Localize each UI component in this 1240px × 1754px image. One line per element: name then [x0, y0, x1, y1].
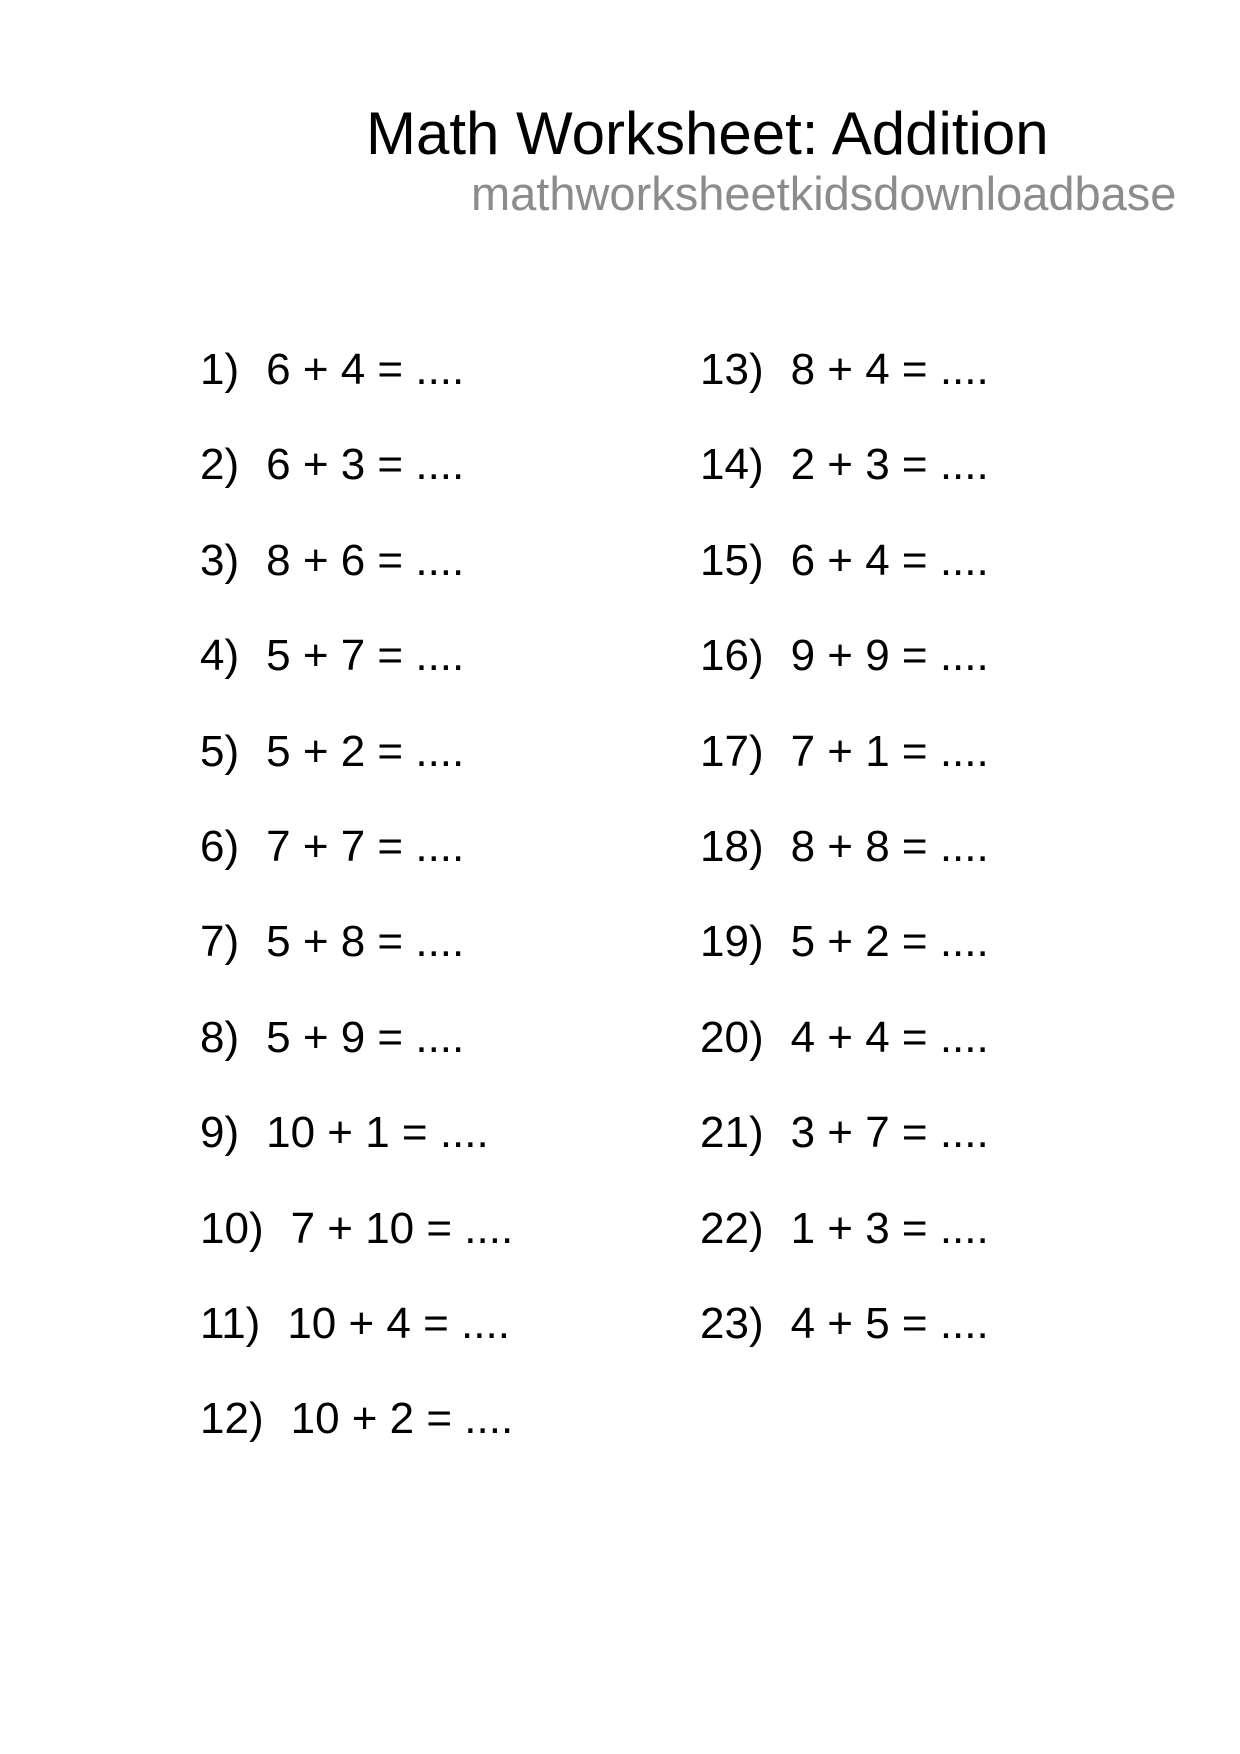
- page-title: Math Worksheet: Addition: [366, 100, 1049, 167]
- problem-expression: 6 + 3 = ....: [266, 440, 465, 490]
- problem-row: [200, 631, 513, 729]
- problem-row: [200, 535, 513, 634]
- problem-number: 9): [200, 1108, 240, 1158]
- problem-number: 4): [200, 631, 240, 681]
- problem-expression: 7 + 1 = ....: [790, 726, 989, 776]
- problem-row: [200, 821, 513, 920]
- problem-expression: 7 + 7 = ....: [266, 821, 465, 871]
- problem-number: 13): [700, 345, 764, 394]
- problem-number: 10): [200, 1203, 264, 1253]
- problem-row: [700, 917, 989, 1015]
- problem-expression: 1 + 3 = ....: [790, 1203, 989, 1253]
- problem-expression: 6 + 4 = ....: [266, 345, 465, 394]
- problem-number: 12): [200, 1394, 264, 1444]
- problem-expression: 5 + 7 = ....: [266, 631, 465, 681]
- problem-row: [200, 440, 513, 538]
- problem-expression: 5 + 2 = ....: [790, 917, 989, 967]
- problem-number: 8): [200, 1012, 240, 1062]
- problem-number: 17): [700, 726, 764, 776]
- problem-expression: 2 + 3 = ....: [790, 440, 989, 490]
- problem-row: [700, 440, 989, 538]
- problem-number: 6): [200, 821, 240, 871]
- problem-row: [200, 1012, 513, 1111]
- problem-row: [700, 821, 989, 920]
- problem-expression: 10 + 4 = ....: [287, 1298, 510, 1348]
- problem-number: 5): [200, 726, 240, 776]
- problem-number: 7): [200, 917, 240, 967]
- problems-column-right: [700, 345, 989, 1397]
- problem-expression: 8 + 8 = ....: [790, 821, 989, 871]
- problem-number: 18): [700, 821, 764, 871]
- problem-number: 2): [200, 440, 240, 490]
- problem-row: [200, 1108, 513, 1206]
- problem-row: [700, 535, 989, 634]
- problem-row: [200, 917, 513, 1015]
- problem-number: 14): [700, 440, 764, 490]
- problem-expression: 7 + 10 = ....: [290, 1203, 514, 1253]
- problem-expression: 8 + 4 = ....: [790, 345, 989, 394]
- problem-expression: 10 + 1 = ....: [266, 1108, 489, 1158]
- problem-number: 11): [200, 1298, 261, 1348]
- problem-row: [200, 345, 513, 443]
- problem-expression: 6 + 4 = ....: [790, 535, 989, 585]
- problem-number: 21): [700, 1108, 764, 1158]
- problem-row: [200, 1394, 514, 1492]
- problem-expression: 9 + 9 = ....: [790, 631, 989, 681]
- problem-expression: 5 + 9 = ....: [266, 1012, 465, 1062]
- problem-row: [200, 726, 513, 825]
- problem-number: 22): [700, 1203, 764, 1253]
- problems-column-left: [200, 345, 514, 1493]
- problem-expression: 3 + 7 = ....: [790, 1108, 989, 1158]
- problem-expression: 5 + 2 = ....: [266, 726, 465, 776]
- problem-number: 15): [700, 535, 764, 585]
- problem-number: 1): [200, 345, 240, 394]
- problem-expression: 8 + 6 = ....: [266, 535, 465, 585]
- watermark-text: mathworksheetkidsdownloadbase: [471, 167, 1177, 220]
- problem-expression: 10 + 2 = ....: [290, 1394, 514, 1444]
- problem-expression: 5 + 8 = ....: [266, 917, 465, 967]
- problem-expression: 4 + 4 = ....: [790, 1012, 989, 1062]
- problem-expression: 4 + 5 = ....: [790, 1298, 989, 1348]
- problem-row: [700, 1203, 989, 1302]
- problem-row: [700, 1012, 989, 1111]
- problem-row: [700, 631, 989, 729]
- problem-row: [700, 1108, 989, 1206]
- problem-row: [700, 345, 989, 443]
- problem-row: [700, 1298, 989, 1397]
- problem-number: 20): [700, 1012, 764, 1062]
- problem-row: [200, 1203, 514, 1302]
- problem-number: 19): [700, 917, 764, 967]
- problem-number: 3): [200, 535, 240, 585]
- problem-row: [200, 1298, 513, 1397]
- problem-number: 16): [700, 631, 764, 681]
- problem-number: 23): [700, 1298, 764, 1348]
- problem-row: [700, 726, 989, 825]
